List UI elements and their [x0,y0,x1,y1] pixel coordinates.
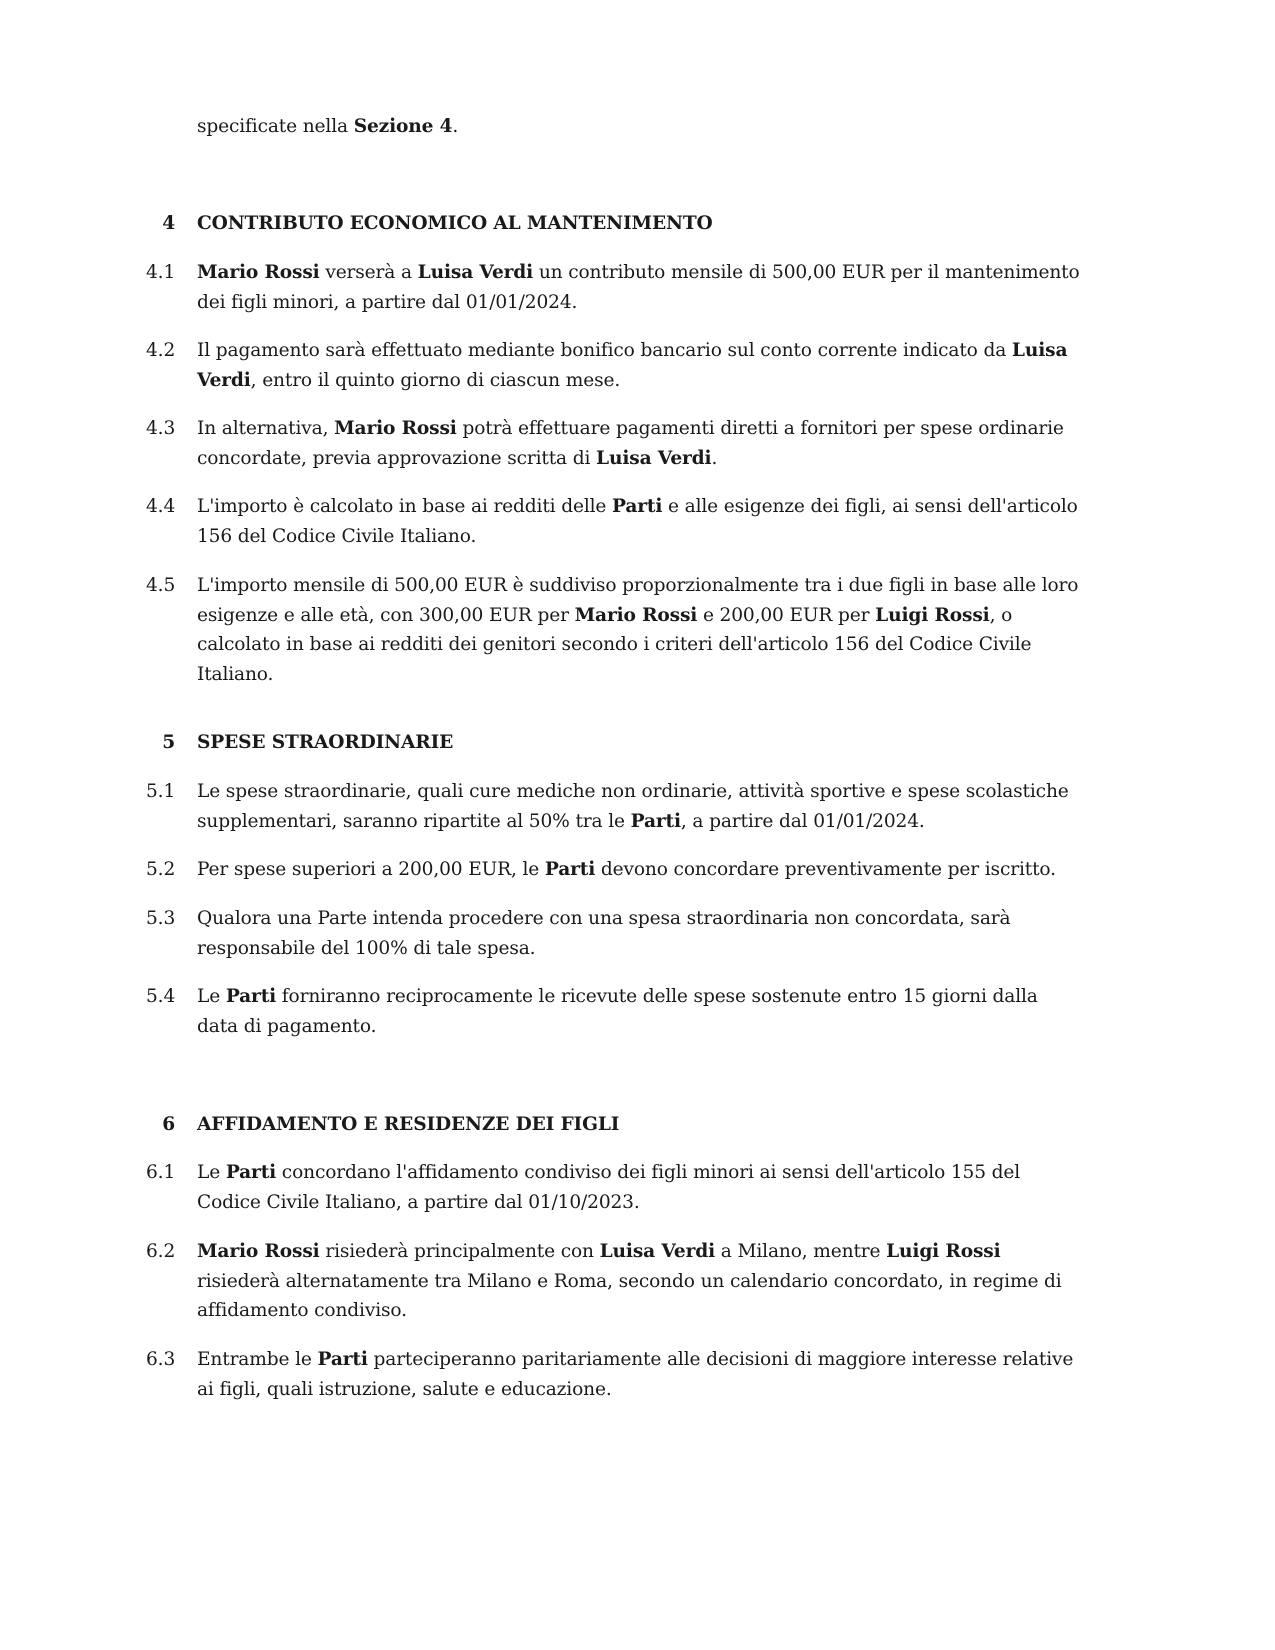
clause-text [197,571,1080,689]
section-heading-4 [140,209,1080,239]
text-segment: devono concordare preventivamente per iscritto. [595,859,1056,880]
text-segment: L'importo è calcolato in base ai redditi delle [197,496,613,517]
party-name: Luigi Rossi [875,604,990,626]
section-reference: Sezione 4 [353,116,453,137]
party-name: Luisa Verdi [197,340,1068,391]
clause-text [197,1158,1080,1217]
text-segment: un contributo mensile di 500,00 EUR per il mantenimento dei figli minori, a partire dal 01/01/2024. [197,262,1080,313]
party-name: Mario Rossi [574,604,698,626]
continuation-paragraph [140,112,1080,142]
clause-number: 5.3 [146,908,176,929]
clause-number: 4.2 [146,340,176,361]
section-title: SPESE STRAORDINARIE [197,732,454,753]
section-number: 6 [162,1114,175,1135]
clause-text [197,904,1080,963]
party-name: Mario Rossi [334,418,457,439]
text-segment: risiederà alternatamente tra Milano e Roma, secondo un calendario concordato, in regime di affidamento condiviso. [197,1270,1062,1321]
clause-number: 4.4 [146,496,176,517]
text-segment: forniranno reciprocamente le ricevute delle spese sostenute entro 15 giorni dalla data di pagamento. [197,986,1038,1037]
text-segment: e alle esigenze dei figli, ai sensi dell'articolo 156 del Codice Civile Italiano. [197,496,1078,547]
clause-4-2 [140,336,1080,395]
text-segment: concordano l'affidamento condiviso dei figli minori ai sensi dell'articolo 155 del Codice Civile Italiano, a partire dal 01/10/2023. [197,1162,1021,1213]
clause-text [197,855,1080,885]
text-segment: Entrambe le [197,1349,318,1370]
clause-number: 5.1 [146,781,176,802]
text-segment: , o calcolato in base ai redditi dei genitori secondo i criteri dell'articolo 156 del Codice Civile Italiano. [197,604,1032,685]
clause-number: 6.1 [146,1162,176,1183]
clause-4-5 [140,571,1080,689]
clause-5-4 [140,982,1080,1041]
clause-text [197,492,1080,551]
text-segment: L'importo mensile di 500,00 EUR è suddiviso proporzionalmente tra i due figli in base alle loro esigenze e alle età, con 300,00 EUR per [197,575,1079,626]
party-name: Mario Rossi [197,262,320,283]
clause-6-3 [140,1345,1080,1404]
clause-6-2 [140,1237,1080,1326]
party-name: Parti [225,1162,277,1183]
clause-5-3 [140,904,1080,963]
clause-number: 5.4 [146,986,176,1007]
text-segment: e 200,00 EUR per [697,604,876,626]
section-heading-5 [140,728,1080,758]
clause-text [197,414,1080,473]
party-name: Parti [612,496,663,517]
party-name: Mario Rossi [197,1241,320,1262]
section-heading-6 [140,1110,1080,1140]
party-name: Luisa Verdi [417,262,534,283]
party-name: Luisa Verdi [596,447,712,469]
text-segment: Le [197,986,226,1007]
section-title: CONTRIBUTO ECONOMICO AL MANTENIMENTO [197,213,713,234]
clause-5-1 [140,777,1080,836]
text-segment: , a partire dal 01/01/2024. [680,810,925,832]
clause-6-1 [140,1158,1080,1217]
clause-text [197,1345,1080,1404]
text-segment: , entro il quinto giorno di ciascun mese. [250,369,621,391]
clause-text [197,336,1080,395]
clause-text [197,777,1080,836]
text-segment: Le spese straordinarie, quali cure mediche non ordinarie, attività sportive e spese scolastiche supplementari, saranno ripartite al 50% tra le [197,781,1069,832]
section-title: AFFIDAMENTO E RESIDENZE DEI FIGLI [197,1114,620,1135]
clause-4-1 [140,258,1080,317]
text-segment: Il pagamento sarà effettuato mediante bonifico bancario sul conto corrente indicato da [197,340,1012,361]
text-segment: Qualora una Parte intenda procedere con una spesa straordinaria non concordata, sarà responsabile del 100% di tale spesa. [197,908,1011,959]
clause-number: 5.2 [146,859,176,880]
clause-number: 6.2 [146,1241,176,1262]
clause-text [197,1237,1080,1326]
clause-4-3 [140,414,1080,473]
party-name: Luigi Rossi [886,1241,1001,1262]
text-segment: risiederà principalmente con [319,1241,600,1262]
clause-text [197,982,1080,1041]
text-segment: Le [197,1162,226,1183]
party-name: Parti [630,810,681,832]
section-number: 4 [162,213,175,234]
clause-text [197,258,1080,317]
clause-number: 4.5 [146,575,176,596]
clause-5-2 [140,855,1080,885]
party-name: Parti [225,986,277,1007]
party-name: Parti [317,1349,368,1370]
continuation-suffix: . [452,116,459,137]
clause-number: 6.3 [146,1349,176,1370]
party-name: Parti [544,859,596,880]
text-segment: a Milano, mentre [715,1241,887,1262]
text-segment: Per spese superiori a 200,00 EUR, le [197,859,545,880]
text-segment: potrà effettuare pagamenti diretti a fornitori per spese ordinarie concordate, previa approvazione scritta di [197,418,1064,469]
section-number: 5 [162,732,175,753]
clause-number: 4.1 [146,262,176,283]
text-segment: verserà a [319,262,418,283]
continuation-text: specificate nella [197,116,354,137]
text-segment: parteciperanno paritariamente alle decisioni di maggiore interesse relative ai figli, quali istruzione, salute e educazione. [197,1349,1074,1400]
text-segment: . [711,447,718,469]
party-name: Luisa Verdi [599,1241,716,1262]
clause-number: 4.3 [146,418,176,439]
text-segment: In alternativa, [197,418,335,439]
clause-4-4 [140,492,1080,551]
